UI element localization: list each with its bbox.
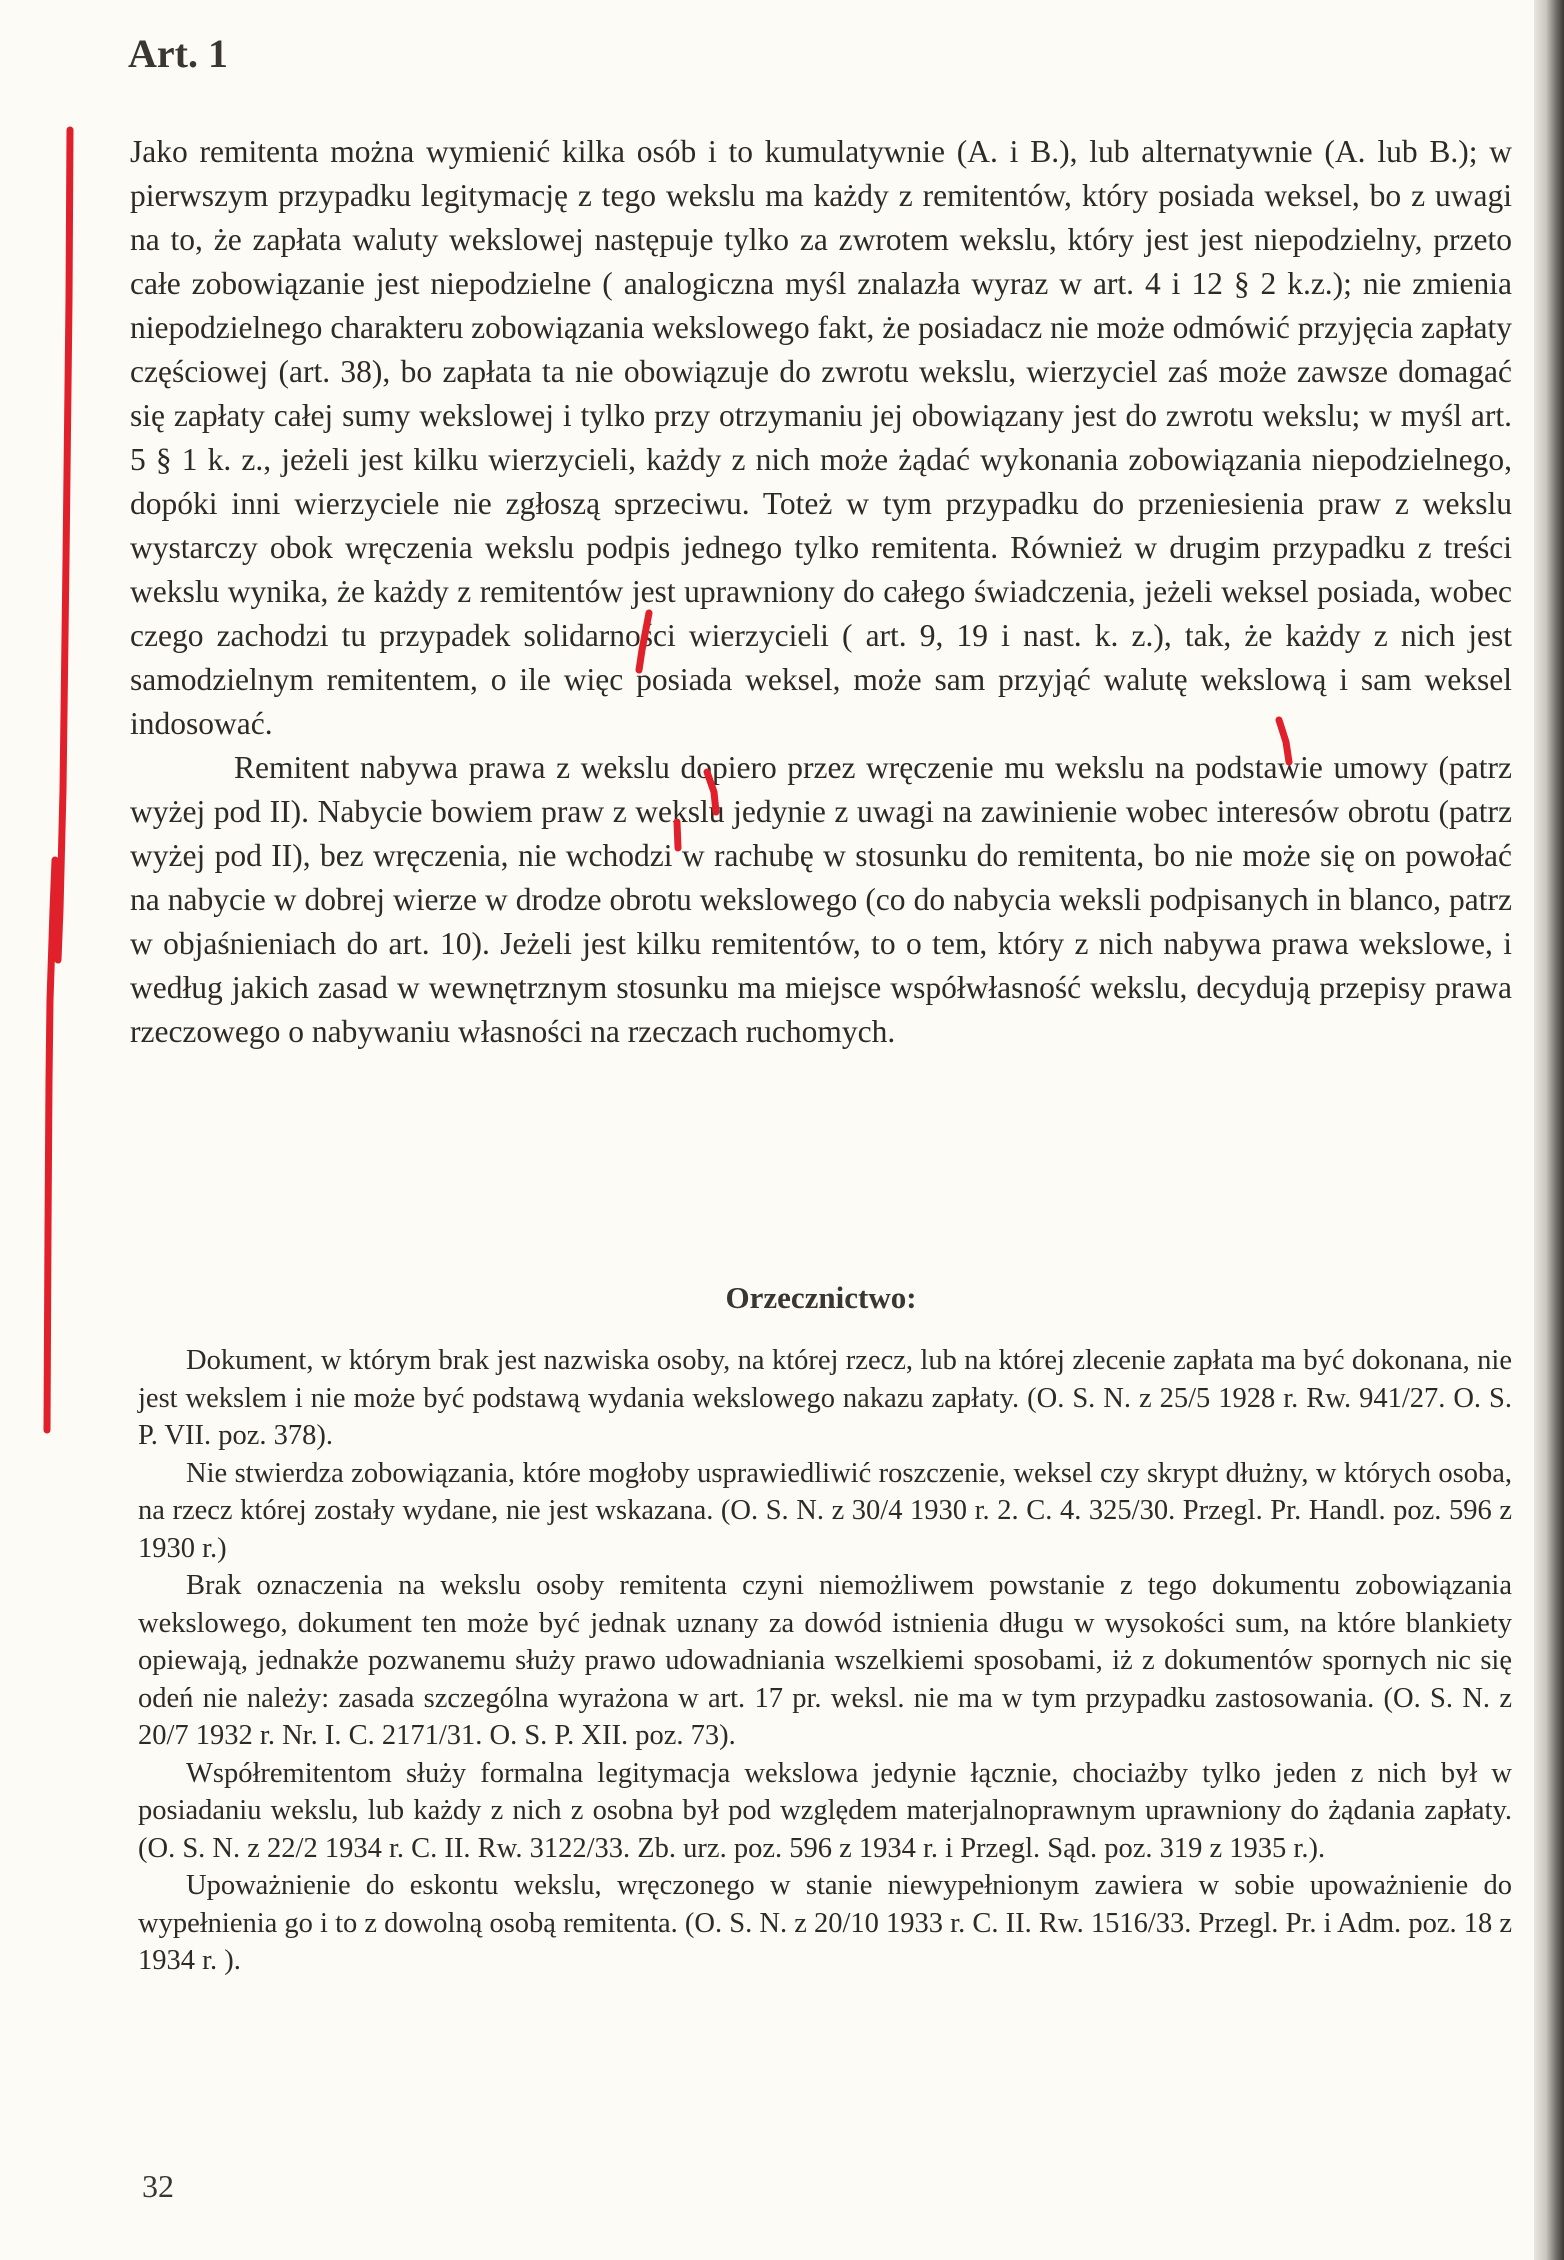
commentary-paragraph: Remitent nabywa prawa z wekslu dopiero przez wręczenie mu wekslu na podstawie umowy (patrz wyżej pod II). Nabycie bowiem praw z wekslu jedynie z uwagi na zawinienie wobec interesów obrotu (patrz wyżej pod II), bez wręczenia, nie wchodzi w rachubę w stosunku do remitenta, bo nie może się on powołać na nabycie w dobrej wierze w drodze obrotu wekslowego (co do nabycia weksli podpisanych in blanco, patrz w objaśnieniach do art. 10). Jeżeli jest kilku remitentów, to o tem, który z nich nabywa prawa wekslowe, i według jakich zasad w wewnętrznym stosunku ma miejsce współwłasność wekslu, decydują przepisy prawa rzeczowego o nabywaniu własności na rzeczach ruchomych. [130,750,1512,1049]
ruling-paragraph: Dokument, w którym brak jest nazwiska osoby, na której rzecz, lub na której zlecenie zapłata ma być dokonana, nie jest wekslem i nie może być podstawą wydania wekslowego nakazu zapłaty. (O. S. N. z 25/5 1928 r. Rw. 941/27. O. S. P. VII. poz. 378). [138,1345,1512,1451]
section-heading: Orzecznictwo: [725,1280,917,1315]
page-edge [1534,0,1564,2260]
ruling-paragraph: Brak oznaczenia na wekslu osoby remitenta czyni niemożliwem powstanie z tego dokumentu zobowiązania wekslowego, dokument ten może być jednak uznany za dowód istnienia długu w wysokości sum, na które blankiety opiewają, jednakże pozwanemu służy prawo udowadniania wszelkiemi sposobami, iż z dokumentów spornych nic się odeń nie należy: zasada szczególna wyrażona w art. 17 pr. weksl. nie ma w tym przypadku zastosowania. (O. S. N. z 20/7 1932 r. Nr. I. C. 2171/31. O. S. P. XII. poz. 73). [138,1570,1512,1751]
ruling-paragraph: Współremitentom służy formalna legitymacja wekslowa jedynie łącznie, chociażby tylko jeden z nich był w posiadaniu wekslu, lub każdy z nich z osobna był pod względem materjalnoprawnym uprawniony do żądania zapłaty. (O. S. N. z 22/2 1934 r. C. II. Rw. 3122/33. Zb. urz. poz. 596 z 1934 r. i Przegl. Sąd. poz. 319 z 1935 r.). [138,1757,1512,1864]
ruling-paragraph: Nie stwierdza zobowiązania, które mogłoby usprawiedliwić roszczenie, weksel czy skrypt dłużny, w których osoba, na rzecz której zostały wydane, nie jest wskazana. (O. S. N. z 30/4 1930 r. 2. C. 4. 325/30. Przegl. Pr. Handl. poz. 596 z 1930 r.) [138,1457,1512,1564]
page-number: 32 [142,2168,174,2204]
commentary-paragraph: Jako remitenta można wymienić kilka osób i to kumulatywnie (A. i B.), lub alternatywnie (A. lub B.); w pierwszym przypadku legitymację z tego wekslu ma każdy z remitentów, który posiada weksel, bo z uwagi na to, że zapłata waluty wekslowej następuje tylko za zwrotem wekslu, który jest jest niepodzielny, przeto całe zobowiązanie jest niepodzielne ( analogiczna myśl znalazła wyraz w art. 4 i 12 § 2 k.z.); nie zmienia niepodzielnego charakteru zobowiązania wekslowego fakt, że posiadacz nie może odmówić przyjęcia zapłaty częściowej (art. 38), bo zapłata ta nie obowiązuje do zwrotu wekslu, wierzyciel zaś może zawsze domagać się zapłaty całej sumy wekslowej i tylko przy otrzymaniu jej obowiązany jest do zwrotu wekslu; w myśl art. 5 § 1 k. z., jeżeli jest kilku wierzycieli, każdy z nich może żądać wykonania zobowiązania niepodzielnego, dopóki inni wierzyciele nie zgłoszą sprzeciwu. Toteż w tym przypadku do przeniesienia praw z wekslu wystarczy obok wręczenia wekslu podpis jednego tylko remitenta. Również w drugim przypadku z treści wekslu wynika, że każdy z remitentów jest uprawniony do całego świadczenia, jeżeli weksel posiada, wobec czego zachodzi tu przypadek solidarności wierzycieli ( art. 9, 19 i nast. k. z.), tak, że każdy z nich jest samodzielnym remitentem, o ile więc posiada weksel, może sam przyjąć walutę wekslową i sam weksel indosować. [130,134,1512,741]
rulings-list [138,1342,1512,1980]
commentary-text [130,130,1512,1054]
margin-line-mark [47,130,70,1430]
ruling-paragraph: Upoważnienie do eskontu wekslu, wręczonego w stanie niewypełnionym zawiera w sobie upoważnienie do wypełnienia go i to z dowolną osobą remitenta. (O. S. N. z 20/10 1933 r. C. II. Rw. 1516/33. Przegl. Pr. i Adm. poz. 18 z 1934 r. ). [138,1870,1512,1976]
article-heading: Art. 1 [128,31,228,76]
